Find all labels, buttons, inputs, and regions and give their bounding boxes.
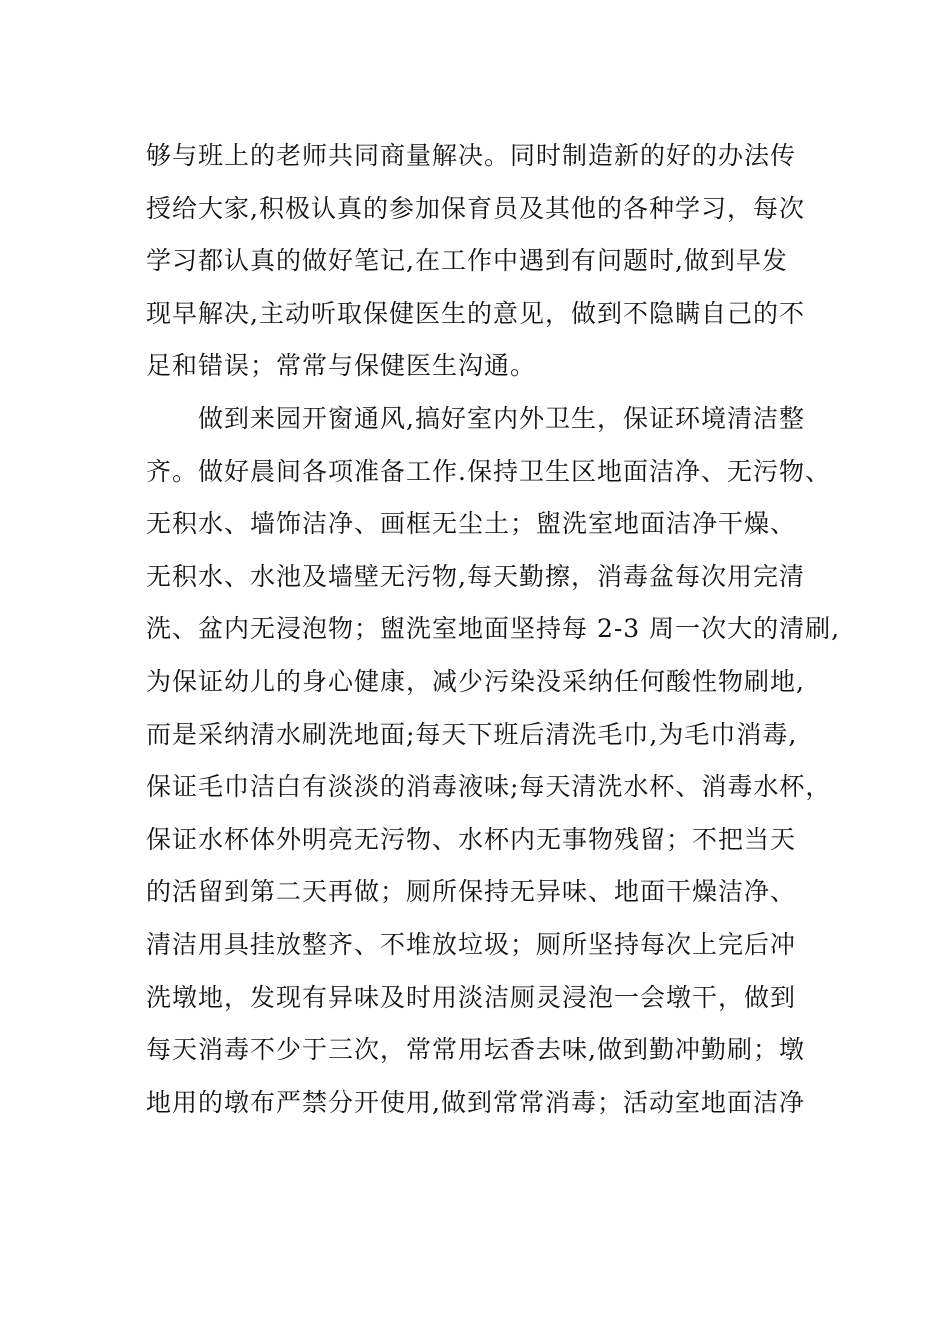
text-line: 保证毛巾洁白有淡淡的消毒液味;每天清洗水杯、消毒水杯， [146,772,832,802]
text-line: 而是采纳清水刷洗地面;每天下班后清洗毛巾,为毛巾消毒, [146,719,798,749]
text-line: 授给大家,积极认真的参加保育员及其他的各种学习，每次 [146,193,805,223]
text-line: 地用的墩布严禁分开使用,做到常常消毒；活动室地面洁净 [146,1087,805,1117]
text-line: 洗、盆内无浸泡物；盥洗室地面坚持每 2-3 周一次大的清刷, [146,614,841,644]
text-line: 学习都认真的做好笔记,在工作中遇到有问题时,做到早发 [146,246,788,276]
text-line: 清洁用具挂放整齐、不堆放垃圾；厕所坚持每次上完后冲 [146,929,797,959]
text-line: 的活留到第二天再做；厕所保持无异味、地面干燥洁净、 [146,877,797,907]
text-line: 每天消毒不少于三次，常常用坛香去味,做到勤冲勤刷；墩 [146,1035,805,1065]
text-line: 现早解决,主动听取保健医生的意见，做到不隐瞒自己的不 [146,298,805,328]
text-line: 无积水、水池及墙壁无污物,每天勤擦，消毒盆每次用完清 [146,561,805,591]
text-line: 无积水、墙饰洁净、画框无尘土；盥洗室地面洁净干燥、 [146,509,797,539]
text-line: 够与班上的老师共同商量解决。同时制造新的好的办法传 [146,141,797,170]
text-line: 为保证幼儿的身心健康，减少污染没采纳任何酸性物刷地, [146,666,805,696]
text-line: 足和错误；常常与保健医生沟通。 [146,351,537,381]
text-line: 齐。做好晨间各项准备工作.保持卫生区地面洁净、无污物、 [146,456,831,486]
text-line: 做到来园开窗通风,搞好室内外卫生，保证环境清洁整 [146,403,805,433]
body-text [146,130,841,1129]
text-line: 洗墩地，发现有异味及时用淡洁厕灵浸泡一会墩干，做到 [146,982,797,1012]
text-line: 保证水杯体外明亮无污物、水杯内无事物残留；不把当天 [146,824,797,854]
